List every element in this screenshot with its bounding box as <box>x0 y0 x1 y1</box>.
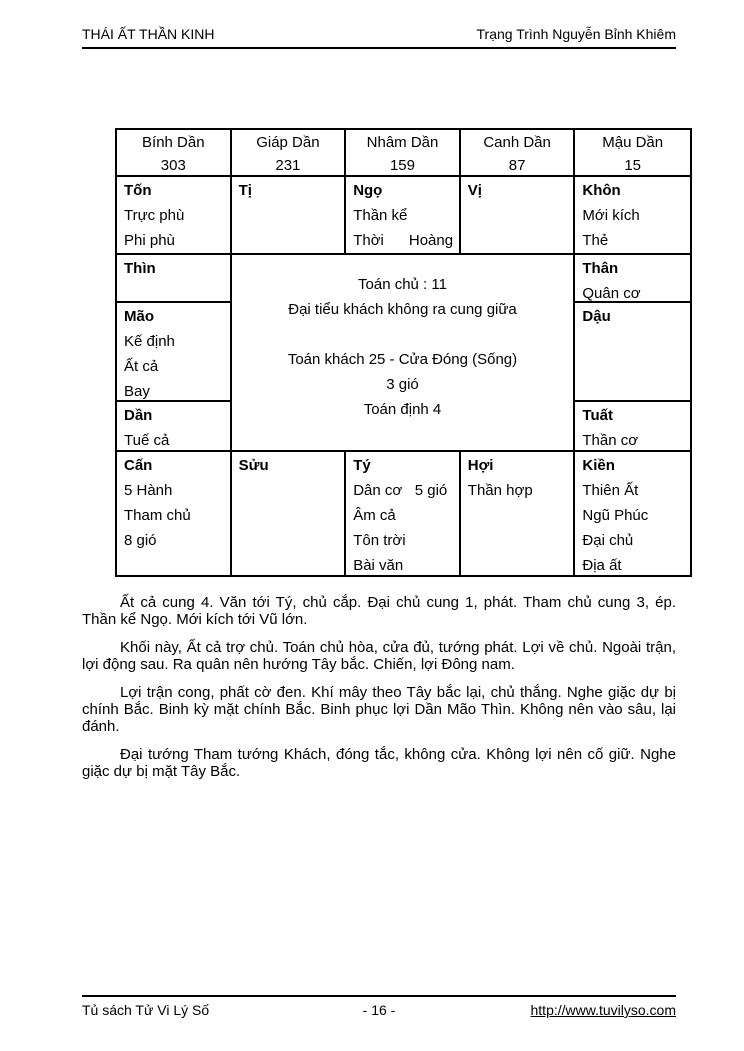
palace-suu <box>232 452 347 575</box>
palace-line: Tuế cả <box>124 432 170 449</box>
palace-title: Tốn <box>124 182 152 199</box>
book-title: THÁI ẤT THẦN KINH <box>82 26 215 42</box>
palace-title: Thân <box>582 260 619 277</box>
palace-ton <box>117 177 232 255</box>
palace-line: Bài văn <box>353 557 404 574</box>
palace-line: Kế định <box>124 333 175 350</box>
year-value: 15 <box>624 157 642 174</box>
palace-line: Thần kể <box>353 207 408 224</box>
year-cell-binh-dan <box>117 130 232 177</box>
palace-tuat <box>575 402 690 452</box>
palace-line: 5 Hành <box>124 482 173 499</box>
palace-can <box>117 452 232 575</box>
palace-title: Cấn <box>124 457 153 474</box>
paragraph-3: Lợi trận cong, phất cờ đen. Khí mây theo Tây bắc lại, chủ thắng. Nghe giặc dự bị chính Bắc. Binh kỳ mặt chính Bắc. Binh phục lợi Dần Mão Thìn. Không nên vào sâu, lại đánh. <box>82 684 676 735</box>
author-name: Trạng Trình Nguyễn Bỉnh Khiêm <box>476 26 676 42</box>
palace-title: Ngọ <box>353 182 383 199</box>
palace-line: Trực phù <box>124 207 185 224</box>
palace-ty <box>346 452 461 575</box>
palace-line: Ất cả <box>124 358 159 375</box>
footer-rule <box>82 995 676 997</box>
year-label: Nhâm Dần <box>366 134 439 151</box>
palace-title: Vị <box>467 182 482 199</box>
palace-title: Dậu <box>582 308 611 325</box>
palace-vi <box>461 177 576 255</box>
year-value: 303 <box>160 157 186 174</box>
toan-dinh-line: Toán định 4 <box>363 401 442 418</box>
palace-than <box>575 255 690 303</box>
palace-line: Địa ất <box>582 557 622 574</box>
header-rule <box>82 47 676 49</box>
year-value: 159 <box>389 157 415 174</box>
palace-line: Phi phù <box>124 232 175 249</box>
palace-line: Dân cơ 5 gió <box>353 482 448 499</box>
year-label: Mậu Dần <box>602 134 664 151</box>
palace-line: Âm cả <box>353 507 396 524</box>
palace-line: Thẻ <box>582 232 609 249</box>
palace-line: Thần cơ <box>582 432 639 449</box>
palace-line: Mới kích <box>582 207 640 224</box>
palace-title: Tị <box>238 182 252 199</box>
page-footer <box>82 1002 676 1018</box>
paragraph-2: Khối này, Ất cả trợ chủ. Toán chủ hòa, cửa đủ, tướng phát. Lợi về chủ. Ngoài trận, lợi động sau. Ra quân nên hướng Tây bắc. Chiến, lợi Đông nam. <box>82 639 676 673</box>
paragraph-1: Ất cả cung 4. Văn tới Tý, chủ cắp. Đại chủ cung 1, phát. Tham chủ cung 3, ép. Thần kể Ngọ. Mới kích tới Vũ lớn. <box>82 594 676 628</box>
palace-ti <box>232 177 347 255</box>
website-link[interactable]: http://www.tuvilyso.com <box>530 1002 676 1018</box>
toan-chu-line: Toán chủ : 11 <box>358 276 447 293</box>
nine-palace-table <box>115 128 692 577</box>
palace-title: Dần <box>124 407 153 424</box>
palace-title: Khôn <box>582 182 621 199</box>
palace-title: Sửu <box>238 457 269 474</box>
palace-kien <box>575 452 690 575</box>
palace-dan <box>117 402 232 452</box>
palace-khon <box>575 177 690 255</box>
palace-hoi <box>461 452 576 575</box>
palace-line: Quân cơ <box>582 285 641 302</box>
spacer <box>232 322 574 347</box>
commentary-text <box>82 594 676 791</box>
year-cell-mau-dan <box>575 130 690 177</box>
page-header <box>82 26 676 42</box>
palace-title: Mão <box>124 308 154 325</box>
page-number: - 16 - <box>362 1002 396 1018</box>
palace-line: Thần hợp <box>467 482 533 499</box>
year-label: Giáp Dần <box>256 134 320 151</box>
palace-ngo <box>346 177 461 255</box>
palace-line: Thiên Ất <box>582 482 639 499</box>
palace-title: Tuất <box>582 407 613 424</box>
palace-line: Bay <box>124 383 150 400</box>
year-value: 87 <box>508 157 526 174</box>
palace-title: Hợi <box>467 457 494 474</box>
toan-khach-line: Toán khách 25 - Cửa Đóng (Sống) <box>287 351 518 368</box>
palace-line: Tham chủ <box>124 507 191 524</box>
footer-series-name: Tủ sách Tử Vi Lý Số <box>82 1002 210 1018</box>
palace-line: Thời Hoàng <box>353 232 454 249</box>
year-cell-giap-dan <box>232 130 347 177</box>
palace-line: Ngũ Phúc <box>582 507 649 524</box>
paragraph-4: Đại tướng Tham tướng Khách, đóng tắc, không cửa. Không lợi nên cố giữ. Nghe giặc dự bị mặt Tây Bắc. <box>82 746 676 780</box>
khach-note-line: Đại tiểu khách không ra cung giữa <box>288 301 517 318</box>
year-label: Canh Dần <box>483 134 551 151</box>
palace-line: Đại chủ <box>582 532 634 549</box>
palace-title: Tý <box>353 457 371 474</box>
center-summary-cell <box>232 255 576 452</box>
palace-thin <box>117 255 232 303</box>
year-cell-canh-dan <box>461 130 576 177</box>
palace-mao <box>117 303 232 402</box>
palace-line: Tôn trời <box>353 532 406 549</box>
year-label: Bính Dần <box>142 134 205 151</box>
palace-dau <box>575 303 690 402</box>
palace-title: Kiền <box>582 457 615 474</box>
year-value: 231 <box>275 157 301 174</box>
year-cell-nham-dan <box>346 130 461 177</box>
palace-line: 8 gió <box>124 532 157 549</box>
gio-line: 3 gió <box>386 376 419 393</box>
palace-title: Thìn <box>124 260 156 277</box>
